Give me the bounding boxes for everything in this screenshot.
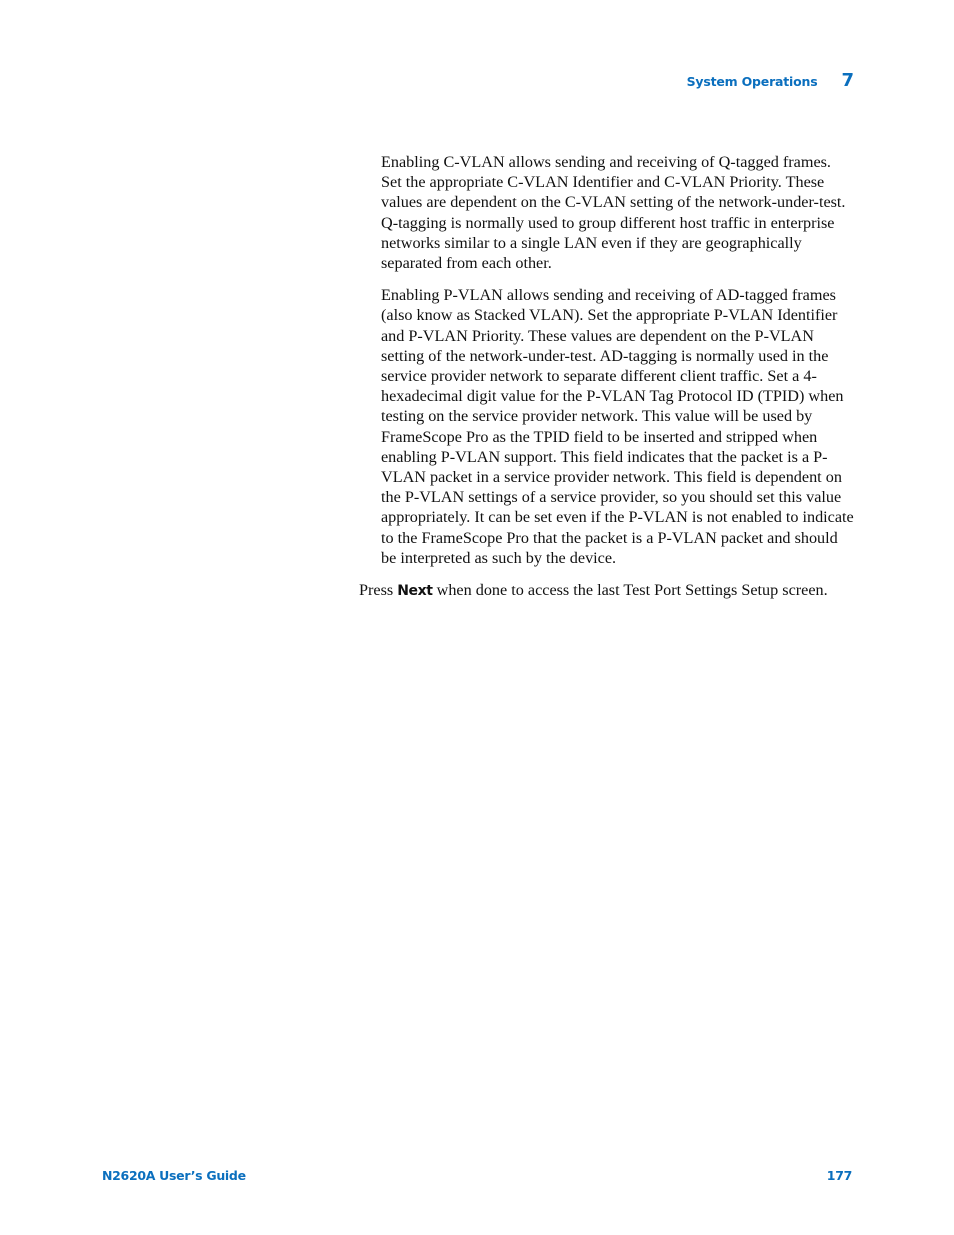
page-number: 177 [826, 1168, 852, 1183]
pvlan-paragraph: Enabling P-VLAN allows sending and receiving of AD-tagged frames (also know as Stacked VLAN). Set the appropriate P-VLAN Identifier and P-VLAN Priority. These values are dependent on the P-VLAN setting of the network-under-test. AD-tagging is normally used in the service provider network to separate different client traffic. Set a 4-hexadecimal digit value for the P-VLAN Tag Protocol ID (TPID) when testing on the service provider network. This value will be used by FrameScope Pro as the TPID field to be inserted and stripped when enabling P-VLAN support. This field indicates that the packet is a P-VLAN packet in a service provider network. This field is dependent on the P-VLAN settings of a service provider, so you should set this value appropriately. It can be set even if the P-VLAN is not enabled to indicate to the FrameScope Pro that the packet is a P-VLAN packet and should be interpreted as such by the device. [381, 286, 854, 567]
press-next-paragraph [359, 580, 854, 601]
guide-title: N2620A User’s Guide [102, 1168, 246, 1183]
page-header [687, 70, 854, 91]
page-footer [102, 1168, 852, 1183]
press-suffix: when done to access the last Test Port Settings Setup screen. [432, 581, 828, 600]
chapter-number: 7 [841, 70, 854, 91]
main-content [359, 152, 854, 601]
section-title: System Operations [686, 74, 818, 89]
press-prefix: Press [359, 581, 398, 600]
cvlan-paragraph: Enabling C-VLAN allows sending and receiving of Q-tagged frames. Set the appropriate C-VLAN Identifier and C-VLAN Priority. These values are dependent on the C-VLAN setting of the network-under-test. Q-tagging is normally used to group different host traffic in enterprise networks similar to a single LAN even if they are geographically separated from each other. [381, 153, 846, 273]
next-term: Next [397, 583, 433, 600]
